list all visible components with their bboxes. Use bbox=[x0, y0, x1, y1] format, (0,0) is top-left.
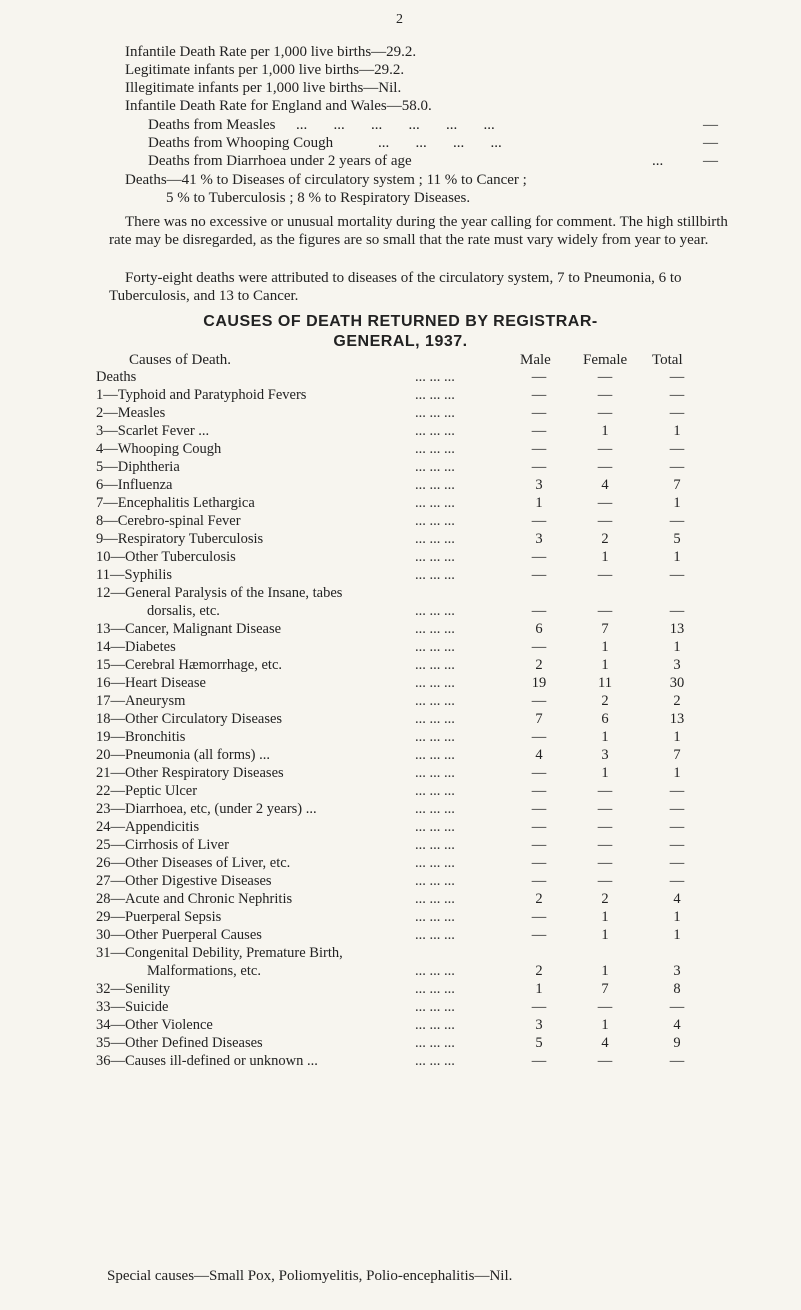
england-wales-rate-line: Infantile Death Rate for England and Wales—58.0. bbox=[125, 98, 432, 114]
table-row bbox=[0, 783, 801, 799]
male-count: — bbox=[531, 873, 547, 889]
male-count: — bbox=[531, 783, 547, 799]
total-count: — bbox=[669, 369, 685, 385]
total-count: 13 bbox=[669, 621, 685, 637]
table-row bbox=[0, 495, 801, 511]
female-count: — bbox=[597, 369, 613, 385]
male-count: 1 bbox=[535, 981, 543, 997]
male-count: — bbox=[531, 999, 547, 1015]
table-row bbox=[0, 747, 801, 763]
leader-dots: ... ... ... bbox=[415, 801, 455, 817]
table-row bbox=[0, 999, 801, 1015]
paragraph-circulatory bbox=[109, 269, 749, 305]
total-count: 1 bbox=[673, 495, 681, 511]
table-row bbox=[0, 459, 801, 475]
table-row bbox=[0, 909, 801, 925]
cause-label: 22—Peptic Ulcer bbox=[96, 783, 198, 799]
female-count: 4 bbox=[601, 1035, 609, 1051]
male-count: — bbox=[531, 567, 547, 583]
cause-label: 21—Other Respiratory Diseases bbox=[96, 765, 284, 781]
female-count: — bbox=[597, 405, 613, 421]
table-row bbox=[0, 639, 801, 655]
total-count: — bbox=[669, 819, 685, 835]
leader-dots: ... ... ... bbox=[415, 999, 455, 1015]
table-row bbox=[0, 585, 801, 601]
leader-dots: ... ... ... bbox=[415, 693, 455, 709]
table-row bbox=[0, 531, 801, 547]
leader-dots: ... ... ... bbox=[415, 711, 455, 727]
male-count: — bbox=[531, 603, 547, 619]
leader-dots: ... ... ... ... ... ... bbox=[296, 117, 495, 133]
leader-dots: ... ... ... bbox=[415, 729, 455, 745]
total-count: 7 bbox=[673, 477, 681, 493]
female-count: — bbox=[597, 567, 613, 583]
male-count: 6 bbox=[535, 621, 543, 637]
total-count: — bbox=[669, 873, 685, 889]
female-count: — bbox=[597, 999, 613, 1015]
cause-label: 29—Puerperal Sepsis bbox=[96, 909, 222, 925]
male-count: — bbox=[531, 459, 547, 475]
male-count: — bbox=[531, 819, 547, 835]
leader-dots: ... ... ... bbox=[415, 873, 455, 889]
leader-dots: ... ... ... bbox=[415, 495, 455, 511]
female-count: — bbox=[597, 873, 613, 889]
table-row bbox=[0, 513, 801, 529]
total-count: — bbox=[669, 387, 685, 403]
cause-label: 26—Other Diseases of Liver, etc. bbox=[96, 855, 291, 871]
table-row bbox=[0, 801, 801, 817]
cause-label: 15—Cerebral Hæmorrhage, etc. bbox=[96, 657, 283, 673]
female-count: 1 bbox=[601, 423, 609, 439]
cause-label: 34—Other Violence bbox=[96, 1017, 213, 1033]
leader-dots: ... ... ... bbox=[415, 891, 455, 907]
leader-dots: ... ... ... bbox=[415, 387, 455, 403]
deaths-measles-label: Deaths from Measles bbox=[148, 117, 276, 133]
male-count: — bbox=[531, 837, 547, 853]
table-row bbox=[0, 405, 801, 421]
total-count: 1 bbox=[673, 639, 681, 655]
cause-label: 7—Encephalitis Lethargica bbox=[96, 495, 255, 511]
female-count: — bbox=[597, 819, 613, 835]
table-row bbox=[0, 1017, 801, 1033]
cause-label: 35—Other Defined Diseases bbox=[96, 1035, 263, 1051]
deaths-whooping-value: — bbox=[703, 135, 718, 151]
male-count: — bbox=[531, 801, 547, 817]
total-count: 9 bbox=[673, 1035, 681, 1051]
cause-label: 18—Other Circulatory Diseases bbox=[96, 711, 283, 727]
leader-dots: ... ... ... bbox=[415, 603, 455, 619]
female-count: 4 bbox=[601, 477, 609, 493]
table-row bbox=[0, 891, 801, 907]
total-count: 2 bbox=[673, 693, 681, 709]
male-count: 19 bbox=[531, 675, 547, 691]
male-count: — bbox=[531, 693, 547, 709]
total-count: 1 bbox=[673, 729, 681, 745]
paragraph-mortality bbox=[109, 213, 749, 249]
female-count: — bbox=[597, 801, 613, 817]
paragraph-circulatory-text: Forty-eight deaths were attributed to diseases of the circulatory system, 7 to Pneumonia, 6 to Tuberculosis, and 13 to Cancer. bbox=[109, 270, 682, 304]
male-count: — bbox=[531, 927, 547, 943]
leader-dots: ... ... ... ... bbox=[378, 135, 502, 151]
table-row bbox=[0, 1053, 801, 1069]
male-count: — bbox=[531, 387, 547, 403]
male-count: 2 bbox=[535, 963, 543, 979]
female-count: 1 bbox=[601, 963, 609, 979]
cause-label: 16—Heart Disease bbox=[96, 675, 206, 691]
total-count: — bbox=[669, 405, 685, 421]
cause-label: 6—Influenza bbox=[96, 477, 173, 493]
leader-dots: ... ... ... bbox=[415, 621, 455, 637]
leader-dots: ... ... ... bbox=[415, 549, 455, 565]
female-count: — bbox=[597, 783, 613, 799]
female-count: 11 bbox=[598, 675, 612, 691]
male-count: — bbox=[531, 549, 547, 565]
table-title-line-1: CAUSES OF DEATH RETURNED BY REGISTRAR- bbox=[203, 313, 598, 330]
total-count: — bbox=[669, 459, 685, 475]
leader-dots: ... ... ... bbox=[415, 423, 455, 439]
table-row bbox=[0, 837, 801, 853]
leader-dots: ... ... ... bbox=[415, 1053, 455, 1069]
male-count: 1 bbox=[535, 495, 543, 511]
table-title-line-2: GENERAL, 1937. bbox=[333, 333, 468, 350]
table-row bbox=[0, 477, 801, 493]
cause-label: 17—Aneurysm bbox=[96, 693, 186, 709]
leader-dots: ... ... ... bbox=[415, 639, 455, 655]
table-row bbox=[0, 387, 801, 403]
table-row bbox=[0, 603, 801, 619]
cause-label: 14—Diabetes bbox=[96, 639, 176, 655]
total-count: 4 bbox=[673, 891, 681, 907]
female-count: 2 bbox=[601, 531, 609, 547]
male-count: — bbox=[531, 423, 547, 439]
male-count: 2 bbox=[535, 657, 543, 673]
cause-label: 30—Other Puerperal Causes bbox=[96, 927, 262, 943]
total-count: 3 bbox=[673, 657, 681, 673]
infant-death-rate-line: Infantile Death Rate per 1,000 live births—29.2. bbox=[125, 44, 417, 60]
male-count: 2 bbox=[535, 891, 543, 907]
paragraph-mortality-text: There was no excessive or unusual mortality during the year calling for comment. The high stillbirth rate may be disregarded, as the figures are so small that the rate must vary widely from year to year. bbox=[109, 214, 728, 248]
leader-dots: ... ... ... bbox=[415, 747, 455, 763]
male-column-header: Male bbox=[520, 352, 551, 368]
table-row bbox=[0, 765, 801, 781]
total-count: 4 bbox=[673, 1017, 681, 1033]
percent-line-2: 5 % to Tuberculosis ; 8 % to Respiratory Diseases. bbox=[166, 190, 471, 206]
deaths-measles-value: — bbox=[703, 117, 718, 133]
leader-dots: ... ... ... bbox=[415, 1035, 455, 1051]
cause-label: 5—Diphtheria bbox=[96, 459, 180, 475]
cause-label: dorsalis, etc. bbox=[147, 603, 220, 619]
total-count: — bbox=[669, 513, 685, 529]
total-count: — bbox=[669, 603, 685, 619]
leader-dots: ... ... ... bbox=[415, 1017, 455, 1033]
male-count: 7 bbox=[535, 711, 543, 727]
female-count: 1 bbox=[601, 657, 609, 673]
male-count: — bbox=[531, 855, 547, 871]
cause-label: 20—Pneumonia (all forms) ... bbox=[96, 747, 270, 763]
cause-label: 8—Cerebro-spinal Fever bbox=[96, 513, 241, 529]
leader-dots: ... ... ... bbox=[415, 513, 455, 529]
total-count: 5 bbox=[673, 531, 681, 547]
male-count: 3 bbox=[535, 1017, 543, 1033]
table-row bbox=[0, 657, 801, 673]
male-count: 3 bbox=[535, 477, 543, 493]
cause-label: 1—Typhoid and Paratyphoid Fevers bbox=[96, 387, 307, 403]
table-row bbox=[0, 873, 801, 889]
total-count: 1 bbox=[673, 909, 681, 925]
table-row bbox=[0, 441, 801, 457]
male-count: — bbox=[531, 765, 547, 781]
percent-line-1: Deaths—41 % to Diseases of circulatory system ; 11 % to Cancer ; bbox=[125, 172, 527, 188]
cause-label: 3—Scarlet Fever ... bbox=[96, 423, 210, 439]
table-row bbox=[0, 621, 801, 637]
cause-label: 31—Congenital Debility, Premature Birth, bbox=[96, 945, 343, 961]
leader-dots: ... ... ... bbox=[415, 981, 455, 997]
total-count: — bbox=[669, 441, 685, 457]
deaths-whooping-label: Deaths from Whooping Cough bbox=[148, 135, 334, 151]
cause-label: 23—Diarrhoea, etc, (under 2 years) ... bbox=[96, 801, 317, 817]
female-count: — bbox=[597, 495, 613, 511]
male-count: — bbox=[531, 639, 547, 655]
total-count: 13 bbox=[669, 711, 685, 727]
leader-dots: ... ... ... bbox=[415, 819, 455, 835]
deaths-diarrhoea-value: — bbox=[703, 153, 718, 169]
male-count: — bbox=[531, 405, 547, 421]
total-count: 1 bbox=[673, 423, 681, 439]
female-count: 7 bbox=[601, 621, 609, 637]
cause-label: 32—Senility bbox=[96, 981, 171, 997]
leader-dots: ... ... ... bbox=[415, 459, 455, 475]
female-count: — bbox=[597, 855, 613, 871]
total-count: 8 bbox=[673, 981, 681, 997]
leader-dots: ... ... ... bbox=[415, 837, 455, 853]
total-count: 30 bbox=[669, 675, 685, 691]
male-count: 5 bbox=[535, 1035, 543, 1051]
total-count: 1 bbox=[673, 927, 681, 943]
leader-dots: ... ... ... bbox=[415, 675, 455, 691]
cause-label: 27—Other Digestive Diseases bbox=[96, 873, 272, 889]
cause-label: 2—Measles bbox=[96, 405, 166, 421]
total-column-header: Total bbox=[652, 352, 683, 368]
cause-label: 24—Appendicitis bbox=[96, 819, 200, 835]
female-count: 1 bbox=[601, 909, 609, 925]
leader-dots: ... ... ... bbox=[415, 369, 455, 385]
male-count: 3 bbox=[535, 531, 543, 547]
table-row bbox=[0, 549, 801, 565]
table-row bbox=[0, 855, 801, 871]
table-row bbox=[0, 1035, 801, 1051]
causes-column-header: Causes of Death. bbox=[129, 352, 232, 368]
leader-dots: ... ... ... bbox=[415, 531, 455, 547]
cause-label: 12—General Paralysis of the Insane, tabes bbox=[96, 585, 343, 601]
male-count: 4 bbox=[535, 747, 543, 763]
female-count: 1 bbox=[601, 927, 609, 943]
female-count: — bbox=[597, 459, 613, 475]
total-count: — bbox=[669, 801, 685, 817]
legitimate-rate-line: Legitimate infants per 1,000 live births—29.2. bbox=[125, 62, 405, 78]
table-row bbox=[0, 567, 801, 583]
leader-dots: ... ... ... bbox=[415, 657, 455, 673]
special-causes-footer: Special causes—Small Pox, Poliomyelitis, Polio-encephalitis—Nil. bbox=[107, 1268, 513, 1284]
female-column-header: Female bbox=[583, 352, 628, 368]
cause-label: Deaths bbox=[96, 369, 137, 385]
female-count: 1 bbox=[601, 729, 609, 745]
cause-label: Malformations, etc. bbox=[147, 963, 261, 979]
cause-label: 13—Cancer, Malignant Disease bbox=[96, 621, 282, 637]
leader-dots: ... ... ... bbox=[415, 765, 455, 781]
leader-dots: ... ... ... bbox=[415, 441, 455, 457]
table-row bbox=[0, 369, 801, 385]
table-row bbox=[0, 711, 801, 727]
leader-dots: ... ... ... bbox=[415, 927, 455, 943]
female-count: 2 bbox=[601, 891, 609, 907]
leader-dots: ... ... ... bbox=[415, 567, 455, 583]
leader-dots: ... ... ... bbox=[415, 405, 455, 421]
leader-dots: ... ... ... bbox=[415, 783, 455, 799]
cause-label: 19—Bronchitis bbox=[96, 729, 186, 745]
female-count: 7 bbox=[601, 981, 609, 997]
female-count: 2 bbox=[601, 693, 609, 709]
leader-dots: ... ... ... bbox=[415, 909, 455, 925]
total-count: — bbox=[669, 1053, 685, 1069]
total-count: 3 bbox=[673, 963, 681, 979]
total-count: 1 bbox=[673, 549, 681, 565]
cause-label: 10—Other Tuberculosis bbox=[96, 549, 236, 565]
total-count: — bbox=[669, 783, 685, 799]
table-row bbox=[0, 693, 801, 709]
female-count: 1 bbox=[601, 1017, 609, 1033]
total-count: — bbox=[669, 837, 685, 853]
table-row bbox=[0, 423, 801, 439]
female-count: — bbox=[597, 837, 613, 853]
total-count: 7 bbox=[673, 747, 681, 763]
female-count: — bbox=[597, 603, 613, 619]
total-count: — bbox=[669, 567, 685, 583]
cause-label: 11—Syphilis bbox=[96, 567, 173, 583]
table-row bbox=[0, 945, 801, 961]
page-number: 2 bbox=[396, 12, 403, 27]
cause-label: 28—Acute and Chronic Nephritis bbox=[96, 891, 293, 907]
total-count: — bbox=[669, 999, 685, 1015]
leader-dots: ... bbox=[652, 153, 664, 169]
leader-dots: ... ... ... bbox=[415, 963, 455, 979]
cause-label: 33—Suicide bbox=[96, 999, 169, 1015]
female-count: 6 bbox=[601, 711, 609, 727]
female-count: — bbox=[597, 387, 613, 403]
female-count: — bbox=[597, 441, 613, 457]
male-count: — bbox=[531, 1053, 547, 1069]
total-count: 1 bbox=[673, 765, 681, 781]
female-count: 1 bbox=[601, 765, 609, 781]
leader-dots: ... ... ... bbox=[415, 477, 455, 493]
male-count: — bbox=[531, 441, 547, 457]
female-count: 3 bbox=[601, 747, 609, 763]
table-row bbox=[0, 963, 801, 979]
male-count: — bbox=[531, 909, 547, 925]
cause-label: 36—Causes ill-defined or unknown ... bbox=[96, 1053, 318, 1069]
cause-label: 4—Whooping Cough bbox=[96, 441, 222, 457]
total-count: — bbox=[669, 855, 685, 871]
leader-dots: ... ... ... bbox=[415, 855, 455, 871]
cause-label: 25—Cirrhosis of Liver bbox=[96, 837, 229, 853]
male-count: — bbox=[531, 369, 547, 385]
female-count: — bbox=[597, 1053, 613, 1069]
cause-label: 9—Respiratory Tuberculosis bbox=[96, 531, 264, 547]
table-row bbox=[0, 675, 801, 691]
illegitimate-rate-line: Illegitimate infants per 1,000 live births—Nil. bbox=[125, 80, 402, 96]
table-row bbox=[0, 819, 801, 835]
female-count: — bbox=[597, 513, 613, 529]
table-row bbox=[0, 981, 801, 997]
male-count: — bbox=[531, 729, 547, 745]
table-row bbox=[0, 927, 801, 943]
male-count: — bbox=[531, 513, 547, 529]
deaths-diarrhoea-label: Deaths from Diarrhoea under 2 years of age bbox=[148, 153, 412, 169]
table-row bbox=[0, 729, 801, 745]
female-count: 1 bbox=[601, 549, 609, 565]
female-count: 1 bbox=[601, 639, 609, 655]
